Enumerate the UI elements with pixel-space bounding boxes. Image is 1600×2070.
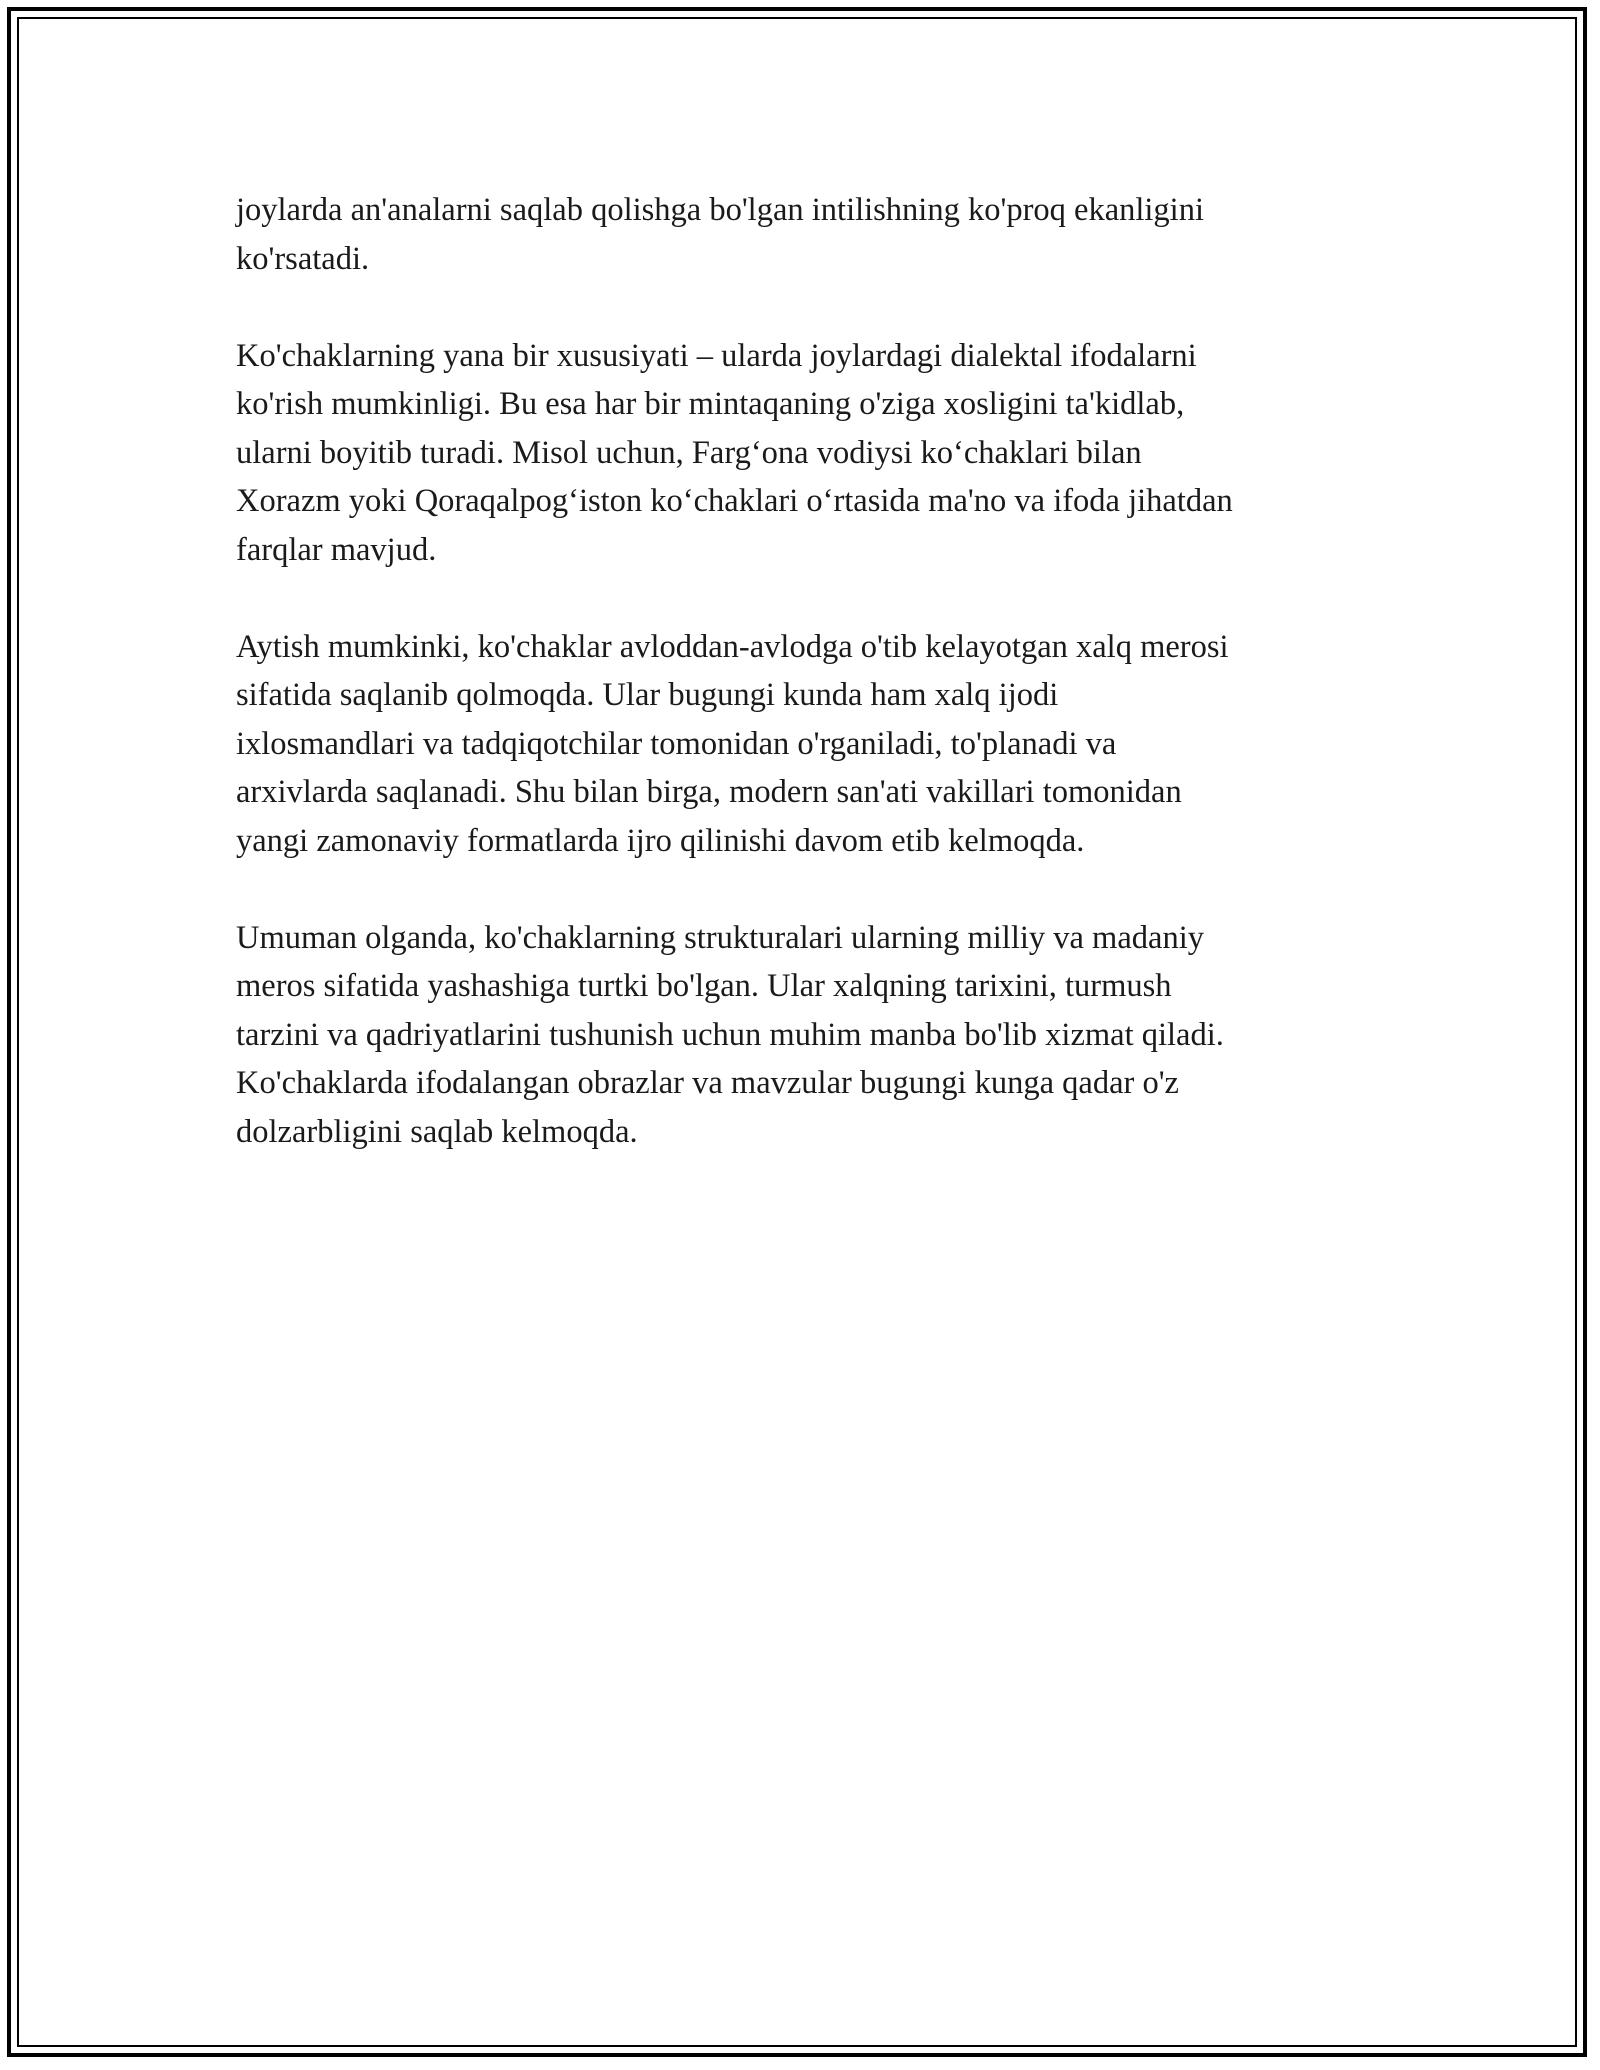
document-body [236,186,1376,1205]
paragraph-1: joylarda an'analarni saqlab qolishga bo'lgan intilishning ko'proq ekanligini ko'rsatadi. [236,192,1204,277]
paragraph-4: Umuman olganda, ko'chaklarning strukturalari ularning milliy va madaniy meros sifatida yashashiga turtki bo'lgan. Ular xalqning tarixini, turmush tarzini va qadriyatlarini tushunish uchun muhim manba bo'lib xizmat qiladi. Ko'chaklarda ifodalangan obrazlar va mavzular bugungi kunga qadar o'z dolzarbligini saqlab kelmoqda. [236,919,1224,1150]
paragraph-2: Ko'chaklarning yana bir xususiyati – ularda joylardagi dialektal ifodalarni ko'rish mumkinligi. Bu esa har bir mintaqaning o'ziga xosligini ta'kidlab, ularni boyitib turadi. Misol uchun, Farg‘ona vodiysi ko‘chaklari bilan Xorazm yoki Qoraqalpog‘iston ko‘chaklari o‘rtasida ma'no va ifoda jihatdan farqlar mavjud. [236,337,1233,568]
paragraph-3: Aytish mumkinki, ko'chaklar avloddan-avlodga o'tib kelayotgan xalq merosi sifatida saqlanib qolmoqda. Ular bugungi kunda ham xalq ijodi ixlosmandlari va tadqiqotchilar tomonidan o'rganiladi, to'planadi va arxivlarda saqlanadi. Shu bilan birga, modern san'ati vakillari tomonidan yangi zamonaviy formatlarda ijro qilinishi davom etib kelmoqda. [236,628,1229,859]
